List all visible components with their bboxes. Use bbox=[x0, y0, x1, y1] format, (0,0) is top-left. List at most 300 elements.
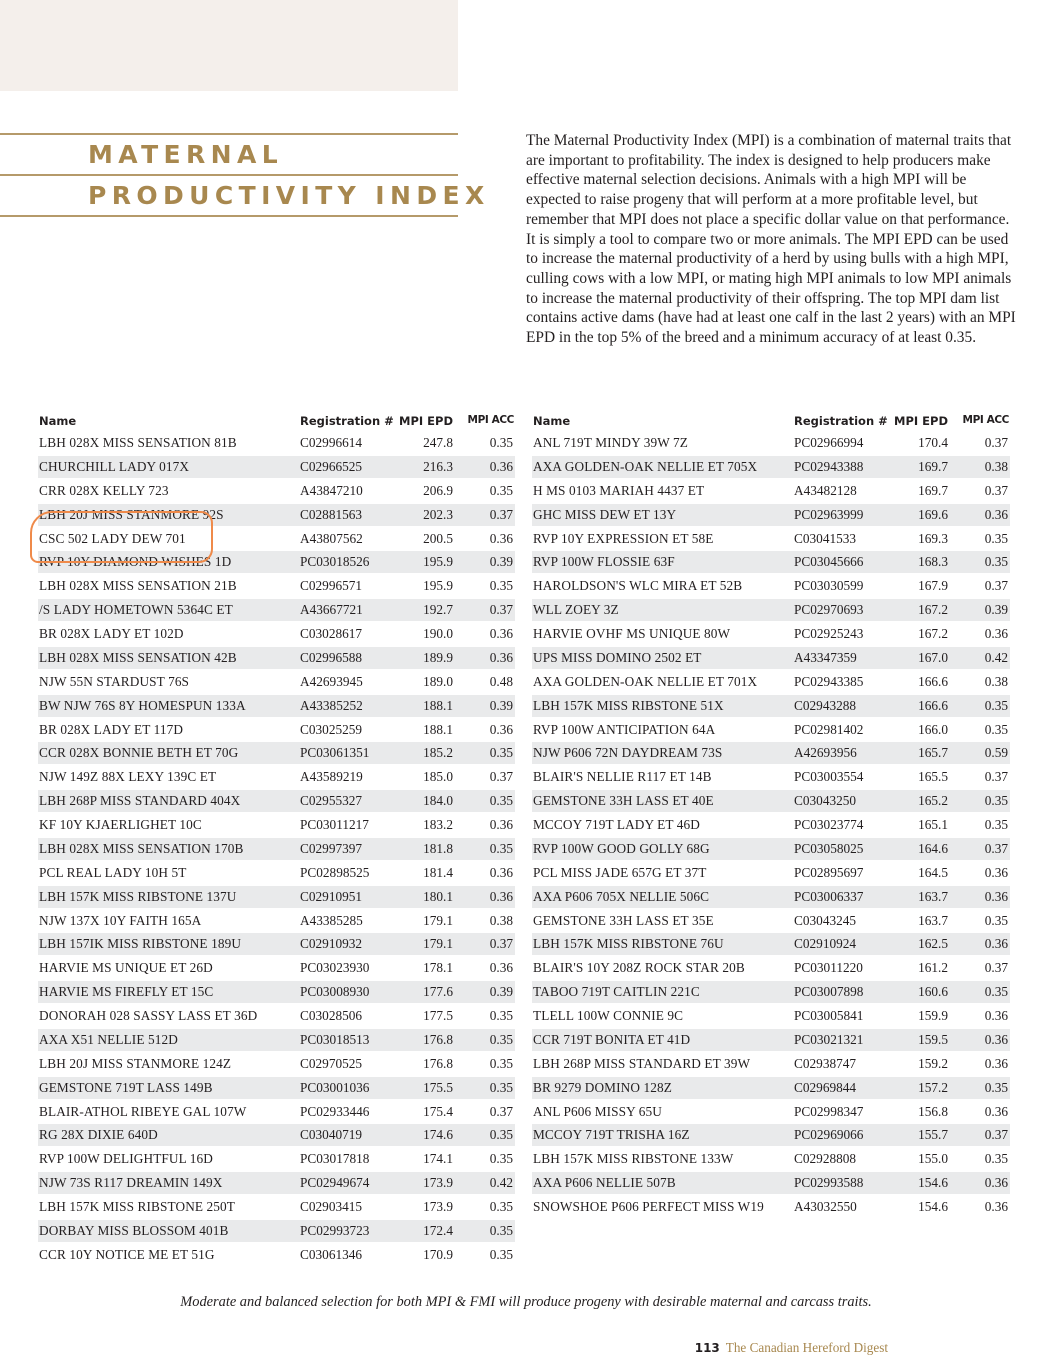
mpi-acc-value: 0.42 bbox=[489, 1175, 513, 1191]
animal-name: LBH 157K MISS RIBSTONE 76U bbox=[533, 936, 724, 952]
registration-number: C03028506 bbox=[300, 1008, 363, 1023]
table-row bbox=[532, 1029, 1010, 1051]
registration-number: A43347359 bbox=[794, 649, 857, 665]
animal-name: BLAIR'S NELLIE R117 ET 14B bbox=[533, 769, 712, 785]
registration-number: A42693945 bbox=[300, 673, 363, 689]
mpi-epd-value: 216.3 bbox=[423, 458, 453, 474]
table-row bbox=[532, 886, 1010, 908]
animal-name: DORBAY MISS BLOSSOM 401B bbox=[39, 1222, 229, 1238]
column-header-registration: Registration # bbox=[794, 414, 888, 428]
animal-name: NJW 137X 10Y FAITH 165A bbox=[39, 912, 202, 928]
mpi-epd-value: 164.5 bbox=[918, 864, 948, 880]
mpi-epd-value: 174.1 bbox=[423, 1151, 453, 1167]
animal-name: RVP 100W ANTICIPATION 64A bbox=[533, 721, 716, 737]
registration-number: PC02993588 bbox=[794, 1175, 864, 1191]
mpi-epd-value: 165.2 bbox=[918, 793, 948, 809]
registration-number: PC03045666 bbox=[794, 554, 864, 570]
animal-name: DONORAH 028 SASSY LASS ET 36D bbox=[39, 1008, 258, 1023]
animal-name: NJW 55N STARDUST 76S bbox=[39, 673, 190, 689]
registration-number: PC02969066 bbox=[794, 1127, 864, 1143]
mpi-epd-value: 163.7 bbox=[918, 912, 948, 928]
mpi-acc-value: 0.35 bbox=[489, 435, 513, 450]
registration-number: PC03001036 bbox=[300, 1079, 370, 1095]
table-row bbox=[38, 1101, 515, 1123]
mpi-acc-value: 0.35 bbox=[984, 1079, 1008, 1095]
mpi-acc-value: 0.35 bbox=[489, 840, 513, 856]
table-row bbox=[38, 671, 515, 693]
registration-number: PC03030599 bbox=[794, 578, 864, 594]
registration-number: PC03023930 bbox=[300, 960, 370, 976]
table-row bbox=[532, 599, 1010, 621]
registration-number: C02996614 bbox=[300, 435, 363, 450]
registration-number: C02938747 bbox=[794, 1055, 857, 1071]
table-row bbox=[38, 647, 515, 669]
mpi-acc-value: 0.35 bbox=[984, 554, 1008, 570]
mpi-acc-value: 0.37 bbox=[489, 506, 513, 522]
registration-number: PC03023774 bbox=[794, 817, 864, 832]
mpi-acc-value: 0.38 bbox=[984, 673, 1008, 689]
mpi-epd-value: 183.2 bbox=[423, 817, 453, 832]
page-title-line-2: PRODUCTIVITY INDEX bbox=[88, 181, 490, 210]
registration-number: PC03017818 bbox=[300, 1151, 370, 1167]
mpi-acc-value: 0.35 bbox=[984, 817, 1008, 832]
mpi-acc-value: 0.36 bbox=[984, 1103, 1008, 1119]
table-body bbox=[532, 432, 1010, 1218]
table-row bbox=[38, 1029, 515, 1051]
mpi-epd-value: 185.2 bbox=[423, 745, 453, 761]
table-row bbox=[532, 480, 1010, 502]
mpi-acc-value: 0.36 bbox=[489, 649, 513, 665]
mpi-epd-value: 163.7 bbox=[918, 888, 948, 904]
mpi-acc-value: 0.36 bbox=[984, 1175, 1008, 1191]
table-header bbox=[38, 410, 515, 432]
registration-number: C03025259 bbox=[300, 721, 363, 737]
mpi-acc-value: 0.39 bbox=[984, 602, 1008, 618]
animal-name: CHURCHILL LADY 017X bbox=[39, 458, 190, 474]
mpi-epd-value: 175.4 bbox=[423, 1103, 453, 1119]
animal-name: TLELL 100W CONNIE 9C bbox=[533, 1008, 684, 1023]
registration-number: PC03008930 bbox=[300, 984, 370, 1000]
animal-name: UPS MISS DOMINO 2502 ET bbox=[533, 649, 702, 665]
animal-name: KF 10Y KJAERLIGHET 10C bbox=[39, 817, 202, 832]
mpi-epd-value: 176.8 bbox=[423, 1031, 453, 1047]
table-row bbox=[38, 886, 515, 908]
page-number: 113 bbox=[694, 1341, 720, 1355]
title-rule-top bbox=[0, 133, 458, 135]
mpi-epd-value: 173.9 bbox=[423, 1175, 453, 1191]
table-row bbox=[38, 1220, 515, 1242]
page-footer bbox=[695, 1340, 888, 1356]
mpi-acc-value: 0.37 bbox=[489, 936, 513, 952]
mpi-epd-value: 164.6 bbox=[918, 840, 948, 856]
mpi-acc-value: 0.48 bbox=[489, 673, 513, 689]
registration-number: C02943288 bbox=[794, 697, 857, 713]
table-row bbox=[532, 1053, 1010, 1075]
mpi-epd-value: 179.1 bbox=[423, 936, 453, 952]
animal-name: LBH 157K MISS RIBSTONE 133W bbox=[533, 1151, 734, 1167]
mpi-acc-value: 0.37 bbox=[984, 578, 1008, 594]
animal-name: RVP 10Y EXPRESSION ET 58E bbox=[533, 530, 714, 546]
table-row bbox=[38, 1053, 515, 1075]
animal-name: HARVIE MS FIREFLY ET 15C bbox=[39, 984, 214, 1000]
registration-number: C03041533 bbox=[794, 530, 857, 546]
table-row bbox=[38, 551, 515, 573]
table-row bbox=[532, 1077, 1010, 1099]
table-row bbox=[38, 432, 515, 454]
mpi-epd-value: 177.6 bbox=[423, 984, 453, 1000]
registration-number: A43807562 bbox=[300, 530, 363, 546]
mpi-epd-value: 174.6 bbox=[423, 1127, 453, 1143]
mpi-epd-value: 165.5 bbox=[918, 769, 948, 785]
animal-name: AXA P606 NELLIE 507B bbox=[533, 1175, 676, 1191]
mpi-acc-value: 0.35 bbox=[984, 912, 1008, 928]
mpi-acc-value: 0.36 bbox=[489, 626, 513, 641]
registration-number: PC02933446 bbox=[300, 1103, 370, 1119]
registration-number: C03028617 bbox=[300, 626, 363, 641]
mpi-epd-value: 169.7 bbox=[918, 482, 948, 498]
animal-name: RVP 10Y DIAMOND WISHES 1D bbox=[39, 554, 232, 570]
mpi-epd-value: 160.6 bbox=[918, 984, 948, 1000]
mpi-acc-value: 0.37 bbox=[984, 435, 1008, 450]
mpi-epd-value: 173.9 bbox=[423, 1199, 453, 1214]
mpi-acc-value: 0.38 bbox=[489, 912, 513, 928]
animal-name: HAROLDSON'S WLC MIRA ET 52B bbox=[533, 578, 743, 594]
animal-name: LBH 157K MISS RIBSTONE 250T bbox=[39, 1199, 236, 1214]
table-row bbox=[38, 599, 515, 621]
animal-name: NJW 73S R117 DREAMIN 149X bbox=[39, 1175, 223, 1191]
animal-name: GHC MISS DEW ET 13Y bbox=[533, 506, 677, 522]
mpi-epd-value: 167.9 bbox=[918, 578, 948, 594]
table-row bbox=[532, 719, 1010, 741]
mpi-epd-value: 170.9 bbox=[423, 1246, 453, 1262]
registration-number: PC02963999 bbox=[794, 506, 864, 522]
intro-paragraph: The Maternal Productivity Index (MPI) is a combination of maternal traits that are important to profitability. The index is designed to help producers make effective maternal selection decisions. Animals with a high MPI will be expected to raise progeny that will perform at a more profitable level, but remember that MPI does not place a specific dollar value on that performance. It is simply a tool to compare two or more animals. The MPI EPD can be used to increase the maternal productivity of a herd by using bulls with a high MPI, culling cows with a low MPI, or mating high MPI animals to low MPI animals to increase the maternal productivity of their offspring. The top MPI dam list contains active dams (have had at least one calf in the last 2 years) with an MPI EPD in the top 5% of the breed and a minimum accuracy of at least 0.35. bbox=[526, 132, 1016, 347]
mpi-acc-value: 0.36 bbox=[984, 506, 1008, 522]
mpi-epd-value: 192.7 bbox=[423, 602, 453, 618]
mpi-acc-value: 0.37 bbox=[984, 960, 1008, 976]
mpi-epd-value: 154.6 bbox=[918, 1199, 948, 1214]
mpi-table-left bbox=[38, 410, 515, 1268]
table-row bbox=[532, 432, 1010, 454]
mpi-acc-value: 0.37 bbox=[984, 1127, 1008, 1143]
footnote: Moderate and balanced selection for both MPI & FMI will produce progeny with desirable maternal and carcass traits. bbox=[180, 1294, 872, 1310]
table-row bbox=[38, 1196, 515, 1218]
mpi-epd-value: 168.3 bbox=[918, 554, 948, 570]
mpi-acc-value: 0.36 bbox=[489, 960, 513, 976]
title-rule-middle bbox=[0, 174, 458, 176]
mpi-acc-value: 0.35 bbox=[489, 793, 513, 809]
registration-number: PC03021321 bbox=[794, 1031, 864, 1047]
mpi-epd-value: 180.1 bbox=[423, 888, 453, 904]
mpi-epd-value: 178.1 bbox=[423, 960, 453, 976]
mpi-epd-value: 181.4 bbox=[423, 864, 453, 880]
column-header-mpi-acc: MPI ACC bbox=[962, 414, 1009, 426]
mpi-acc-value: 0.39 bbox=[489, 697, 513, 713]
mpi-acc-value: 0.36 bbox=[489, 530, 513, 546]
registration-number: PC03058025 bbox=[794, 840, 864, 856]
mpi-acc-value: 0.37 bbox=[489, 769, 513, 785]
mpi-epd-value: 247.8 bbox=[423, 435, 453, 450]
registration-number: A43385252 bbox=[300, 697, 363, 713]
registration-number: C02966525 bbox=[300, 458, 363, 474]
mpi-epd-value: 159.2 bbox=[918, 1055, 948, 1071]
table-row bbox=[38, 862, 515, 884]
table-row bbox=[532, 838, 1010, 860]
animal-name: LBH 028X MISS SENSATION 81B bbox=[39, 435, 237, 450]
table-row bbox=[38, 981, 515, 1003]
mpi-epd-value: 154.6 bbox=[918, 1175, 948, 1191]
mpi-acc-value: 0.36 bbox=[489, 888, 513, 904]
mpi-acc-value: 0.35 bbox=[489, 1008, 513, 1023]
table-row bbox=[532, 1005, 1010, 1027]
registration-number: A43032550 bbox=[794, 1199, 857, 1214]
animal-name: PCL REAL LADY 10H 5T bbox=[39, 864, 187, 880]
mpi-acc-value: 0.37 bbox=[984, 769, 1008, 785]
table-row bbox=[38, 1005, 515, 1027]
animal-name: AXA X51 NELLIE 512D bbox=[39, 1031, 178, 1047]
animal-name: CCR 719T BONITA ET 41D bbox=[533, 1031, 691, 1047]
animal-name: NJW P606 72N DAYDREAM 73S bbox=[533, 745, 723, 761]
animal-name: RVP 100W GOOD GOLLY 68G bbox=[533, 840, 710, 856]
column-header-mpi-epd: MPI EPD bbox=[399, 414, 453, 428]
table-row bbox=[532, 504, 1010, 526]
column-header-mpi-acc: MPI ACC bbox=[467, 414, 514, 426]
animal-name: MCCOY 719T LADY ET 46D bbox=[533, 817, 700, 832]
mpi-acc-value: 0.35 bbox=[984, 697, 1008, 713]
registration-number: A43482128 bbox=[794, 482, 857, 498]
table-row bbox=[532, 814, 1010, 836]
mpi-acc-value: 0.35 bbox=[489, 1246, 513, 1262]
mpi-acc-value: 0.35 bbox=[489, 1222, 513, 1238]
mpi-epd-value: 206.9 bbox=[423, 482, 453, 498]
animal-name: ANL P606 MISSY 65U bbox=[533, 1103, 662, 1119]
animal-name: LBH 268P MISS STANDARD ET 39W bbox=[533, 1055, 751, 1071]
mpi-epd-value: 195.9 bbox=[423, 578, 453, 594]
animal-name: SNOWSHOE P606 PERFECT MISS W19 bbox=[533, 1199, 764, 1214]
animal-name: ANL 719T MINDY 39W 7Z bbox=[533, 435, 689, 450]
mpi-epd-value: 155.7 bbox=[918, 1127, 948, 1143]
table-row bbox=[532, 1101, 1010, 1123]
mpi-acc-value: 0.37 bbox=[489, 602, 513, 618]
animal-name: BLAIR'S 10Y 208Z ROCK STAR 20B bbox=[533, 960, 745, 976]
mpi-epd-value: 169.3 bbox=[918, 530, 948, 546]
table-row bbox=[38, 504, 515, 526]
animal-name: /S LADY HOMETOWN 5364C ET bbox=[39, 602, 233, 618]
mpi-epd-value: 172.4 bbox=[423, 1222, 453, 1238]
animal-name: GEMSTONE 33H LASS ET 35E bbox=[533, 912, 714, 928]
mpi-epd-value: 167.0 bbox=[918, 649, 948, 665]
registration-number: PC02970693 bbox=[794, 602, 864, 618]
registration-number: C03043245 bbox=[794, 912, 857, 928]
mpi-acc-value: 0.42 bbox=[984, 649, 1008, 665]
animal-name: AXA P606 705X NELLIE 506C bbox=[533, 888, 710, 904]
mpi-acc-value: 0.36 bbox=[984, 1031, 1008, 1047]
registration-number: PC03007898 bbox=[794, 984, 864, 1000]
table-row bbox=[532, 528, 1010, 550]
table-row bbox=[38, 575, 515, 597]
table-row bbox=[532, 742, 1010, 764]
header-color-block bbox=[0, 0, 458, 91]
table-row bbox=[532, 1172, 1010, 1194]
mpi-acc-value: 0.35 bbox=[489, 482, 513, 498]
mpi-acc-value: 0.36 bbox=[984, 864, 1008, 880]
registration-number: A43385285 bbox=[300, 912, 363, 928]
registration-number: C02910924 bbox=[794, 936, 857, 952]
registration-number: C02928808 bbox=[794, 1151, 857, 1167]
animal-name: LBH 20J MISS STANMORE 124Z bbox=[39, 1055, 232, 1071]
mpi-epd-value: 167.2 bbox=[918, 626, 948, 641]
table-row bbox=[532, 862, 1010, 884]
mpi-acc-value: 0.35 bbox=[489, 1199, 513, 1214]
registration-number: PC03061351 bbox=[300, 745, 370, 761]
registration-number: C03040719 bbox=[300, 1127, 363, 1143]
registration-number: PC03003554 bbox=[794, 769, 864, 785]
publication-name: The Canadian Hereford Digest bbox=[725, 1340, 888, 1355]
table-header bbox=[532, 410, 1010, 432]
registration-number: PC03018526 bbox=[300, 554, 370, 570]
mpi-acc-value: 0.36 bbox=[489, 458, 513, 474]
registration-number: C03061346 bbox=[300, 1246, 363, 1262]
registration-number: A43847210 bbox=[300, 482, 363, 498]
mpi-table-right bbox=[532, 410, 1010, 1220]
animal-name: HARVIE MS UNIQUE ET 26D bbox=[39, 960, 213, 976]
registration-number: PC02993723 bbox=[300, 1222, 370, 1238]
mpi-epd-value: 188.1 bbox=[423, 721, 453, 737]
registration-number: C02996571 bbox=[300, 578, 363, 594]
mpi-acc-value: 0.36 bbox=[984, 888, 1008, 904]
animal-name: LBH 028X MISS SENSATION 170B bbox=[39, 840, 244, 856]
animal-name: LBH 157K MISS RIBSTONE 137U bbox=[39, 888, 237, 904]
mpi-epd-value: 159.5 bbox=[918, 1031, 948, 1047]
mpi-epd-value: 156.8 bbox=[918, 1103, 948, 1119]
animal-name: RVP 100W FLOSSIE 63F bbox=[533, 554, 675, 570]
registration-number: C02903415 bbox=[300, 1199, 363, 1214]
table-row bbox=[532, 456, 1010, 478]
column-header-name: Name bbox=[533, 414, 571, 428]
table-row bbox=[38, 528, 515, 550]
registration-number: A42693956 bbox=[794, 745, 857, 761]
animal-name: GEMSTONE 33H LASS ET 40E bbox=[533, 793, 714, 809]
table-row bbox=[532, 766, 1010, 788]
animal-name: WLL ZOEY 3Z bbox=[533, 602, 619, 618]
table-row bbox=[38, 910, 515, 932]
animal-name: CRR 028X KELLY 723 bbox=[39, 482, 169, 498]
mpi-acc-value: 0.35 bbox=[489, 578, 513, 594]
registration-number: C02996588 bbox=[300, 649, 363, 665]
table-row bbox=[38, 957, 515, 979]
mpi-acc-value: 0.35 bbox=[489, 1079, 513, 1095]
mpi-acc-value: 0.36 bbox=[984, 936, 1008, 952]
column-header-name: Name bbox=[39, 414, 77, 428]
registration-number: C02881563 bbox=[300, 506, 363, 522]
table-row bbox=[38, 480, 515, 502]
mpi-acc-value: 0.36 bbox=[489, 721, 513, 737]
animal-name: LBH 157K MISS RIBSTONE 51X bbox=[533, 697, 724, 713]
table-row bbox=[532, 671, 1010, 693]
registration-number: C02910951 bbox=[300, 888, 363, 904]
mpi-epd-value: 185.0 bbox=[423, 769, 453, 785]
registration-number: PC02981402 bbox=[794, 721, 864, 737]
mpi-epd-value: 165.1 bbox=[918, 817, 948, 832]
mpi-acc-value: 0.35 bbox=[489, 1031, 513, 1047]
table-row bbox=[38, 695, 515, 717]
registration-number: PC02925243 bbox=[794, 626, 864, 641]
animal-name: LBH 268P MISS STANDARD 404X bbox=[39, 793, 241, 809]
mpi-acc-value: 0.35 bbox=[489, 1127, 513, 1143]
table-row bbox=[38, 766, 515, 788]
registration-number: PC02966994 bbox=[794, 435, 864, 450]
table-row bbox=[38, 814, 515, 836]
animal-name: H MS 0103 MARIAH 4437 ET bbox=[533, 482, 705, 498]
animal-name: BR 028X LADY ET 117D bbox=[39, 721, 184, 737]
mpi-epd-value: 188.1 bbox=[423, 697, 453, 713]
table-row bbox=[38, 1172, 515, 1194]
registration-number: A43589219 bbox=[300, 769, 363, 785]
table-row bbox=[532, 1124, 1010, 1146]
animal-name: NJW 149Z 88X LEXY 139C ET bbox=[39, 769, 217, 785]
animal-name: RG 28X DIXIE 640D bbox=[39, 1127, 158, 1143]
table-row bbox=[532, 1196, 1010, 1218]
registration-number: PC02895697 bbox=[794, 864, 864, 880]
mpi-epd-value: 189.9 bbox=[423, 649, 453, 665]
mpi-acc-value: 0.35 bbox=[984, 1151, 1008, 1167]
mpi-epd-value: 166.0 bbox=[918, 721, 948, 737]
animal-name: AXA GOLDEN-OAK NELLIE ET 705X bbox=[533, 458, 758, 474]
registration-number: C02910932 bbox=[300, 936, 363, 952]
animal-name: CCR 10Y NOTICE ME ET 51G bbox=[39, 1246, 215, 1262]
mpi-epd-value: 169.7 bbox=[918, 458, 948, 474]
registration-number: C02955327 bbox=[300, 793, 363, 809]
mpi-epd-value: 195.9 bbox=[423, 554, 453, 570]
mpi-acc-value: 0.39 bbox=[489, 554, 513, 570]
registration-number: C02969844 bbox=[794, 1079, 857, 1095]
mpi-epd-value: 165.7 bbox=[918, 745, 948, 761]
mpi-acc-value: 0.37 bbox=[984, 482, 1008, 498]
animal-name: GEMSTONE 719T LASS 149B bbox=[39, 1079, 213, 1095]
mpi-epd-value: 175.5 bbox=[423, 1079, 453, 1095]
column-header-mpi-epd: MPI EPD bbox=[894, 414, 948, 428]
animal-name: CCR 028X BONNIE BETH ET 70G bbox=[39, 745, 239, 761]
table-row bbox=[532, 575, 1010, 597]
registration-number: PC03011217 bbox=[300, 817, 369, 832]
registration-number: C02997397 bbox=[300, 840, 363, 856]
mpi-epd-value: 155.0 bbox=[918, 1151, 948, 1167]
registration-number: A43667721 bbox=[300, 602, 363, 618]
table-row bbox=[532, 623, 1010, 645]
animal-name: AXA GOLDEN-OAK NELLIE ET 701X bbox=[533, 673, 758, 689]
page-title-line-1: MATERNAL bbox=[88, 140, 284, 169]
registration-number: PC02943385 bbox=[794, 673, 864, 689]
table-row bbox=[532, 981, 1010, 1003]
mpi-epd-value: 181.8 bbox=[423, 840, 453, 856]
table-row bbox=[38, 1124, 515, 1146]
mpi-epd-value: 166.6 bbox=[918, 673, 948, 689]
registration-number: PC03011220 bbox=[794, 960, 863, 976]
mpi-acc-value: 0.35 bbox=[984, 984, 1008, 1000]
animal-name: RVP 100W DELIGHTFUL 16D bbox=[39, 1151, 213, 1167]
mpi-acc-value: 0.35 bbox=[984, 793, 1008, 809]
mpi-epd-value: 189.0 bbox=[423, 673, 453, 689]
mpi-epd-value: 167.2 bbox=[918, 602, 948, 618]
mpi-epd-value: 161.2 bbox=[918, 960, 948, 976]
animal-name: TABOO 719T CAITLIN 221C bbox=[533, 984, 700, 1000]
registration-number: PC02998347 bbox=[794, 1103, 864, 1119]
registration-number: C03043250 bbox=[794, 793, 857, 809]
mpi-acc-value: 0.35 bbox=[984, 530, 1008, 546]
animal-name: LBH 028X MISS SENSATION 42B bbox=[39, 649, 237, 665]
mpi-acc-value: 0.35 bbox=[984, 721, 1008, 737]
animal-name: LBH 157IK MISS RIBSTONE 189U bbox=[39, 936, 242, 952]
